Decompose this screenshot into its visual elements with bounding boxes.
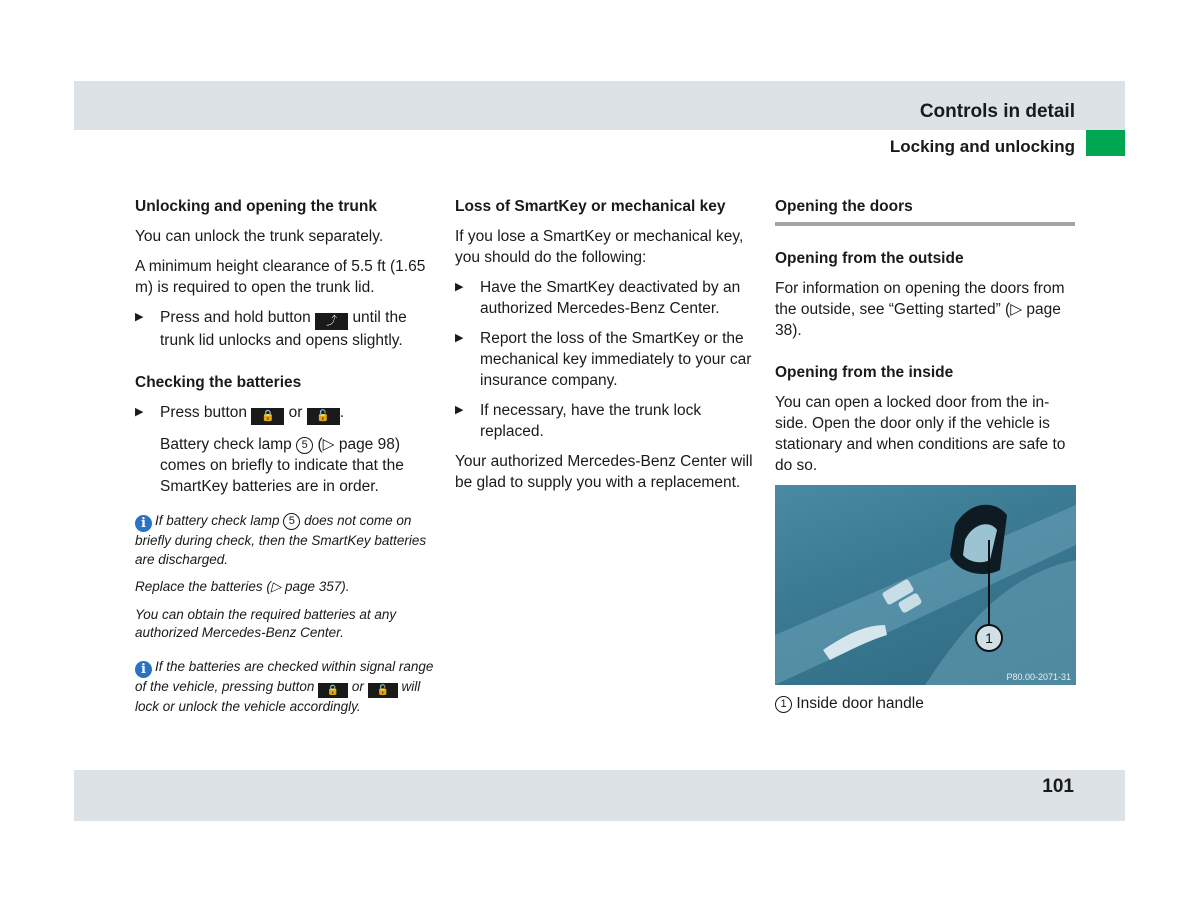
paragraph: You can unlock the trunk separately. <box>135 228 384 245</box>
paragraph: Your authorized Mercedes-Benz Center will be glad to supply you with a replacement. <box>455 453 753 491</box>
heading-unlocking-trunk: Unlocking and opening the trunk <box>135 198 377 215</box>
list-item-text: until the trunk lid unlocks and opens slightly. <box>160 309 407 349</box>
paragraph: If you lose a SmartKey or mechanical key, you should do the following: <box>455 228 744 266</box>
column-left <box>135 196 435 725</box>
lock-button-icon: 🔒 <box>251 408 284 425</box>
unlock-button-icon: 🔓 <box>307 408 340 425</box>
info-note <box>135 658 435 717</box>
triangle-right-icon: ▶ <box>455 332 464 344</box>
list-item-text: If necessary, have the trunk lock replaced. <box>480 402 702 440</box>
door-handle-photo <box>775 485 1076 685</box>
list-item-text: Press and hold button <box>160 309 311 326</box>
list-item <box>455 400 755 442</box>
lock-button-icon: 🔒 <box>318 683 348 698</box>
subheading-inside: Opening from the inside <box>775 364 954 381</box>
triangle-right-icon: ▶ <box>135 311 144 323</box>
text: will lock or unlock the vehicle accordingly. <box>135 678 421 714</box>
door-interior-illustration <box>775 485 1076 685</box>
list-item <box>135 307 435 351</box>
callout-number: 5 <box>283 513 300 530</box>
unlock-button-icon: 🔓 <box>368 683 398 698</box>
photo-caption <box>775 693 1075 714</box>
callout-number: 1 <box>775 696 792 713</box>
list-item <box>135 402 435 425</box>
list-item <box>455 328 755 391</box>
text: If the batteries are checked within signal range of the vehicle, pressing button <box>135 658 434 694</box>
heading-loss-of-key: Loss of SmartKey or mechanical key <box>455 198 726 215</box>
paragraph: For information on opening the doors from the outside, see “Getting started” (▷ page 38). <box>775 280 1065 339</box>
list-item-text: Press button <box>160 404 248 421</box>
list-item-text: Have the SmartKey deactivated by an authorized Mercedes-Benz Center. <box>480 279 741 317</box>
triangle-right-icon: ▶ <box>135 406 144 418</box>
paragraph: You can open a locked door from the in-side. Open the door only if the vehicle is stationary and when conditions are safe to do so. <box>775 394 1066 474</box>
paragraph: A minimum height clearance of 5.5 ft (1.65 m) is required to open the trunk lid. <box>135 258 426 296</box>
info-icon: i <box>135 515 152 532</box>
triangle-right-icon: ▶ <box>455 404 464 416</box>
text: If battery check lamp <box>155 513 280 528</box>
section-title: Locking and unlocking <box>889 137 1075 156</box>
paragraph <box>135 434 435 497</box>
text: does not come on briefly during check, then the SmartKey batteries are discharged. <box>135 513 427 567</box>
subheading-outside: Opening from the outside <box>775 250 964 267</box>
note-text: You can obtain the required batteries at any authorized Mercedes-Benz Center. <box>135 606 397 640</box>
callout-number: 5 <box>296 437 313 454</box>
list-item-text: or <box>288 404 303 421</box>
heading-checking-batteries: Checking the batteries <box>135 374 302 391</box>
heading-opening-doors: Opening the doors <box>775 196 1075 226</box>
text: (▷ page 98) comes on briefly to indicate that the SmartKey batteries are in order. <box>160 436 404 495</box>
column-right <box>775 196 1075 723</box>
info-note <box>135 512 435 569</box>
text: or <box>351 678 364 694</box>
list-item-text: Report the loss of the SmartKey or the mechanical key immediately to your car insurance company. <box>480 330 752 389</box>
photo-callout-number: 1 <box>985 630 993 646</box>
chapter-tab-marker <box>1086 130 1125 156</box>
chapter-title: Controls in detail <box>919 101 1075 122</box>
footer-band <box>74 770 1125 821</box>
photo-code: P80.00-2071-31 <box>1006 672 1071 682</box>
caption-text: Inside door handle <box>796 695 924 712</box>
note-text: Replace the batteries (▷ page 357). <box>135 579 350 594</box>
page-number: 101 <box>1042 776 1074 797</box>
triangle-right-icon: ▶ <box>455 281 464 293</box>
list-item <box>455 277 755 319</box>
text: Battery check lamp <box>160 436 292 453</box>
info-icon: i <box>135 661 152 678</box>
column-middle <box>455 196 755 502</box>
list-item-text: . <box>339 404 345 421</box>
trunk-button-icon: ⤴ <box>315 313 348 330</box>
